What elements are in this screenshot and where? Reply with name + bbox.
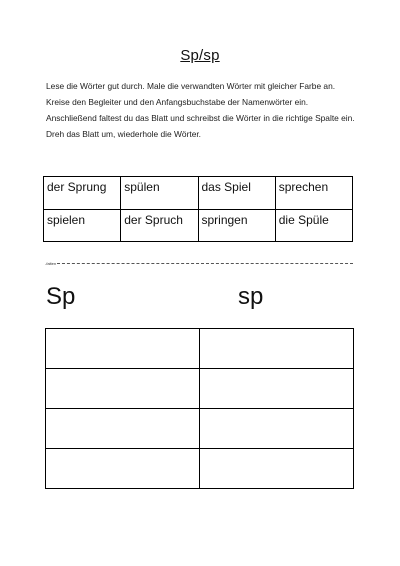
answer-cell[interactable] xyxy=(46,449,200,489)
answer-cell[interactable] xyxy=(200,409,354,449)
word-cell: sprechen xyxy=(275,177,352,210)
answer-cell[interactable] xyxy=(200,449,354,489)
word-cell: der Spruch xyxy=(121,209,198,242)
fold-line xyxy=(45,259,353,267)
word-row xyxy=(44,177,353,210)
page-title: Sp/sp xyxy=(180,47,220,64)
word-cell: springen xyxy=(198,209,275,242)
word-row xyxy=(44,209,353,242)
answer-cell[interactable] xyxy=(200,369,354,409)
column-heading-left: Sp xyxy=(46,283,76,310)
answer-cell[interactable] xyxy=(200,329,354,369)
word-cell: spielen xyxy=(44,209,121,242)
column-heading-right: sp xyxy=(238,283,264,310)
word-cell: spülen xyxy=(121,177,198,210)
instructions-text: Lese die Wörter gut durch. Male die verwandten Wörter mit gleicher Farbe an. Kreise den Begleiter und den Anfangsbuchstabe der Namenwörter ein. Anschließend faltest du das Blatt und schreibst die Wörter in die richtige Spalte ein. Dreh das Blatt um, wiederhole die Wörter. xyxy=(46,81,355,139)
fold-dashed-line xyxy=(57,263,353,264)
answer-grid xyxy=(45,328,354,489)
answer-cell[interactable] xyxy=(46,369,200,409)
word-cell: die Spüle xyxy=(275,209,352,242)
answer-cell[interactable] xyxy=(46,409,200,449)
word-cell: das Spiel xyxy=(198,177,275,210)
word-table xyxy=(43,176,353,242)
word-cell: der Sprung xyxy=(44,177,121,210)
fold-label: -falten xyxy=(45,260,57,266)
answer-cell[interactable] xyxy=(46,329,200,369)
